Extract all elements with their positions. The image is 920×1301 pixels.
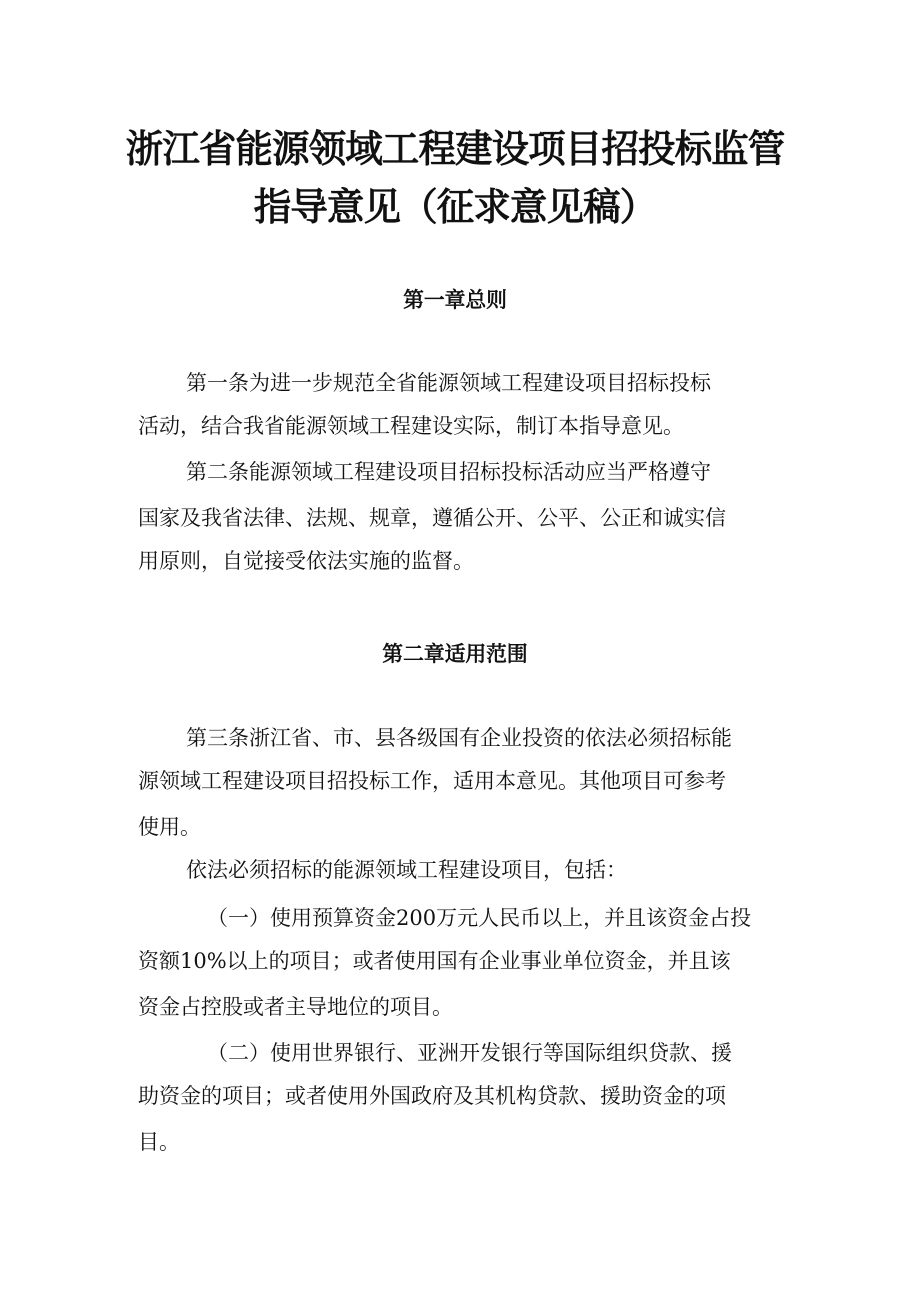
scope-intro: 依法必须招标的能源领域工程建设项目，包括： <box>186 858 627 882</box>
item-2-line-1: （二）使用世界银行、亚洲开发银行等国际组织贷款、援 <box>207 1041 732 1065</box>
article-2-line-3: 用原则，自觉接受依法实施的监督。 <box>138 549 474 573</box>
item-2-line-3: 目。 <box>138 1130 180 1154</box>
item-1-line-2: 资额10%以上的项目；或者使用国有企业事业单位资金，并且该 <box>138 949 731 973</box>
document-title-line-2: 指导意见（征求意见稿） <box>253 185 657 229</box>
item-1-line-1: （一）使用预算资金200万元人民币以上，并且该资金占投 <box>207 906 752 930</box>
article-1-line-2: 活动，结合我省能源领域工程建设实际，制订本指导意见。 <box>138 414 684 438</box>
item-2-line-2: 助资金的项目；或者使用外国政府及其机构贷款、援助资金的项 <box>138 1084 726 1108</box>
chapter-1-heading: 第一章总则 <box>403 288 507 312</box>
item-1-line-3: 资金占控股或者主导地位的项目。 <box>138 995 453 1019</box>
article-2-line-2: 国家及我省法律、法规、规章，遵循公开、公平、公正和诚实信 <box>138 506 726 530</box>
article-3-line-3: 使用。 <box>138 815 201 839</box>
article-3-line-2: 源领域工程建设项目招投标工作，适用本意见。其他项目可参考 <box>138 769 726 793</box>
article-2-line-1: 第二条能源领域工程建设项目招标投标活动应当严格遵守 <box>186 460 711 484</box>
chapter-2-heading: 第二章适用范围 <box>382 642 528 666</box>
document-title-line-1: 浙江省能源领域工程建设项目招投标监管 <box>125 127 785 171</box>
article-1-line-1: 第一条为进一步规范全省能源领域工程建设项目招标投标 <box>186 371 711 395</box>
article-3-line-1: 第三条浙江省、市、县各级国有企业投资的依法必须招标能 <box>186 726 732 750</box>
